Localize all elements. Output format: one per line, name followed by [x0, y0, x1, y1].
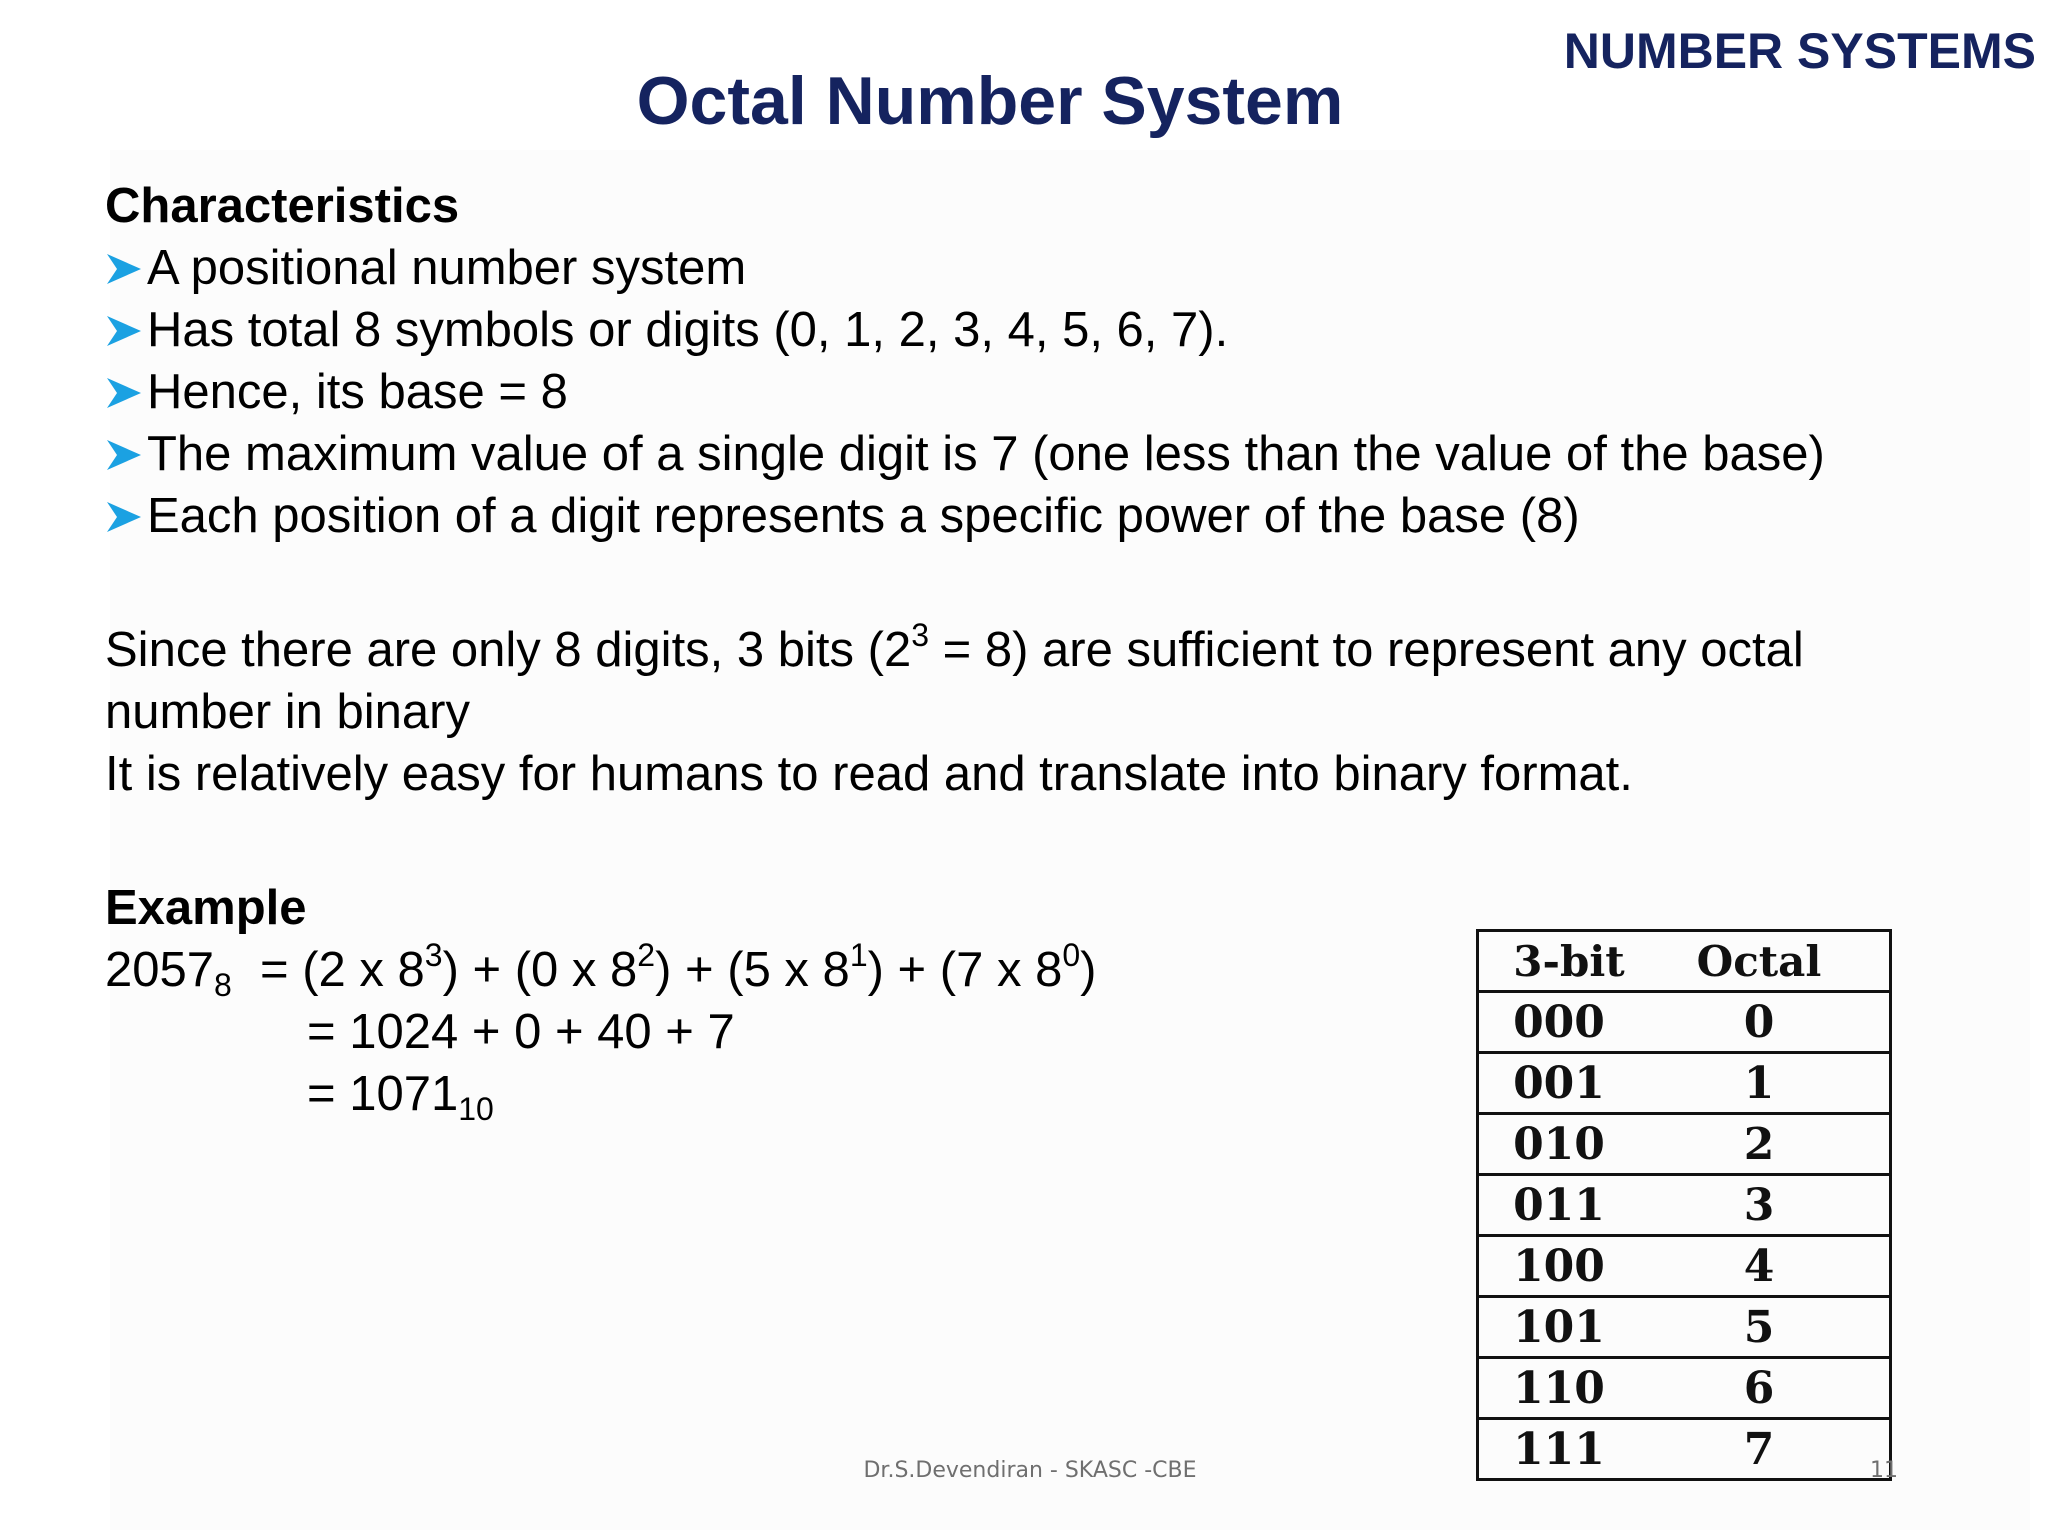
arrow-bullet-icon	[105, 237, 147, 299]
arrow-bullet-icon	[105, 299, 147, 361]
term: = (2 x 8	[260, 943, 425, 997]
characteristics-list	[105, 237, 1985, 547]
octal-cell: 6	[1659, 1358, 1891, 1419]
result	[307, 1063, 494, 1125]
term: ) + (0 x 8	[442, 943, 638, 997]
binary-cell: 111	[1478, 1419, 1660, 1480]
table-row	[1478, 1175, 1891, 1236]
octal-cell: 3	[1659, 1175, 1891, 1236]
octal-cell: 0	[1659, 992, 1891, 1053]
paragraph-line	[105, 619, 1985, 681]
result-value: = 1071	[307, 1067, 459, 1121]
column-header-3bit: 3-bit	[1478, 931, 1660, 992]
binary-cell: 001	[1478, 1053, 1660, 1114]
list-item	[105, 423, 1985, 485]
arrow-bullet-icon	[105, 423, 147, 485]
bullet-text: Each position of a digit represents a specific power of the base (8)	[147, 489, 1580, 543]
binary-cell: 110	[1478, 1358, 1660, 1419]
octal-number	[105, 939, 260, 1001]
result-base: 10	[458, 1091, 494, 1127]
paragraph-text: = 8) are sufficient to represent any octal	[929, 623, 1804, 677]
binary-cell: 101	[1478, 1297, 1660, 1358]
list-item	[105, 299, 1985, 361]
number-value: 2057	[105, 943, 215, 997]
binary-cell: 010	[1478, 1114, 1660, 1175]
characteristics-heading: Characteristics	[105, 179, 460, 233]
octal-cell: 4	[1659, 1236, 1891, 1297]
exponent: 3	[424, 937, 443, 973]
bullet-text: Has total 8 symbols or digits (0, 1, 2, 3, 4, 5, 6, 7).	[147, 303, 1229, 357]
table-row	[1478, 1236, 1891, 1297]
octal-cell: 1	[1659, 1053, 1891, 1114]
section-title: NUMBER SYSTEMS	[1563, 23, 2036, 79]
bullet-text: The maximum value of a single digit is 7 (one less than the value of the base)	[147, 427, 1825, 481]
octal-cell: 2	[1659, 1114, 1891, 1175]
list-item	[105, 361, 1985, 423]
term: )	[1080, 943, 1097, 997]
table-row	[1478, 1297, 1891, 1358]
paragraph-line: number in binary	[105, 685, 470, 739]
binary-cell: 000	[1478, 992, 1660, 1053]
list-item	[105, 237, 1985, 299]
table-row	[1478, 992, 1891, 1053]
exponent: 1	[849, 937, 868, 973]
table-row	[1478, 1358, 1891, 1419]
list-item	[105, 485, 1985, 547]
column-header-octal: Octal	[1659, 931, 1891, 992]
bullet-text: A positional number system	[147, 241, 747, 295]
octal-cell: 5	[1659, 1297, 1891, 1358]
footer-author: Dr.S.Devendiran - SKASC -CBE	[863, 1458, 1197, 1483]
arrow-bullet-icon	[105, 485, 147, 547]
paragraph-line: It is relatively easy for humans to read and translate into binary format.	[105, 747, 1633, 801]
example-heading: Example	[105, 881, 307, 935]
number-base: 8	[214, 967, 232, 1003]
table-row	[1478, 1114, 1891, 1175]
explanation-paragraph	[105, 619, 1985, 805]
page-number: 11	[1870, 1458, 1898, 1483]
slide-title: Octal Number System	[636, 63, 1344, 139]
term: ) + (5 x 8	[655, 943, 850, 997]
binary-cell: 011	[1478, 1175, 1660, 1236]
paragraph-text: Since there are only 8 digits, 3 bits (2	[105, 623, 912, 677]
octal-cell: 7	[1659, 1419, 1891, 1480]
binary-cell: 100	[1478, 1236, 1660, 1297]
bullet-text: Hence, its base = 8	[147, 365, 568, 419]
step-sum: = 1024 + 0 + 40 + 7	[307, 1005, 735, 1059]
table-row	[1478, 1053, 1891, 1114]
arrow-bullet-icon	[105, 361, 147, 423]
term: ) + (7 x 8	[867, 943, 1063, 997]
exponent: 3	[911, 617, 929, 653]
exponent: 0	[1062, 937, 1081, 973]
exponent: 2	[637, 937, 656, 973]
expansion	[260, 939, 1096, 1001]
table-header-row	[1478, 931, 1891, 992]
octal-binary-table	[1476, 929, 1892, 1481]
